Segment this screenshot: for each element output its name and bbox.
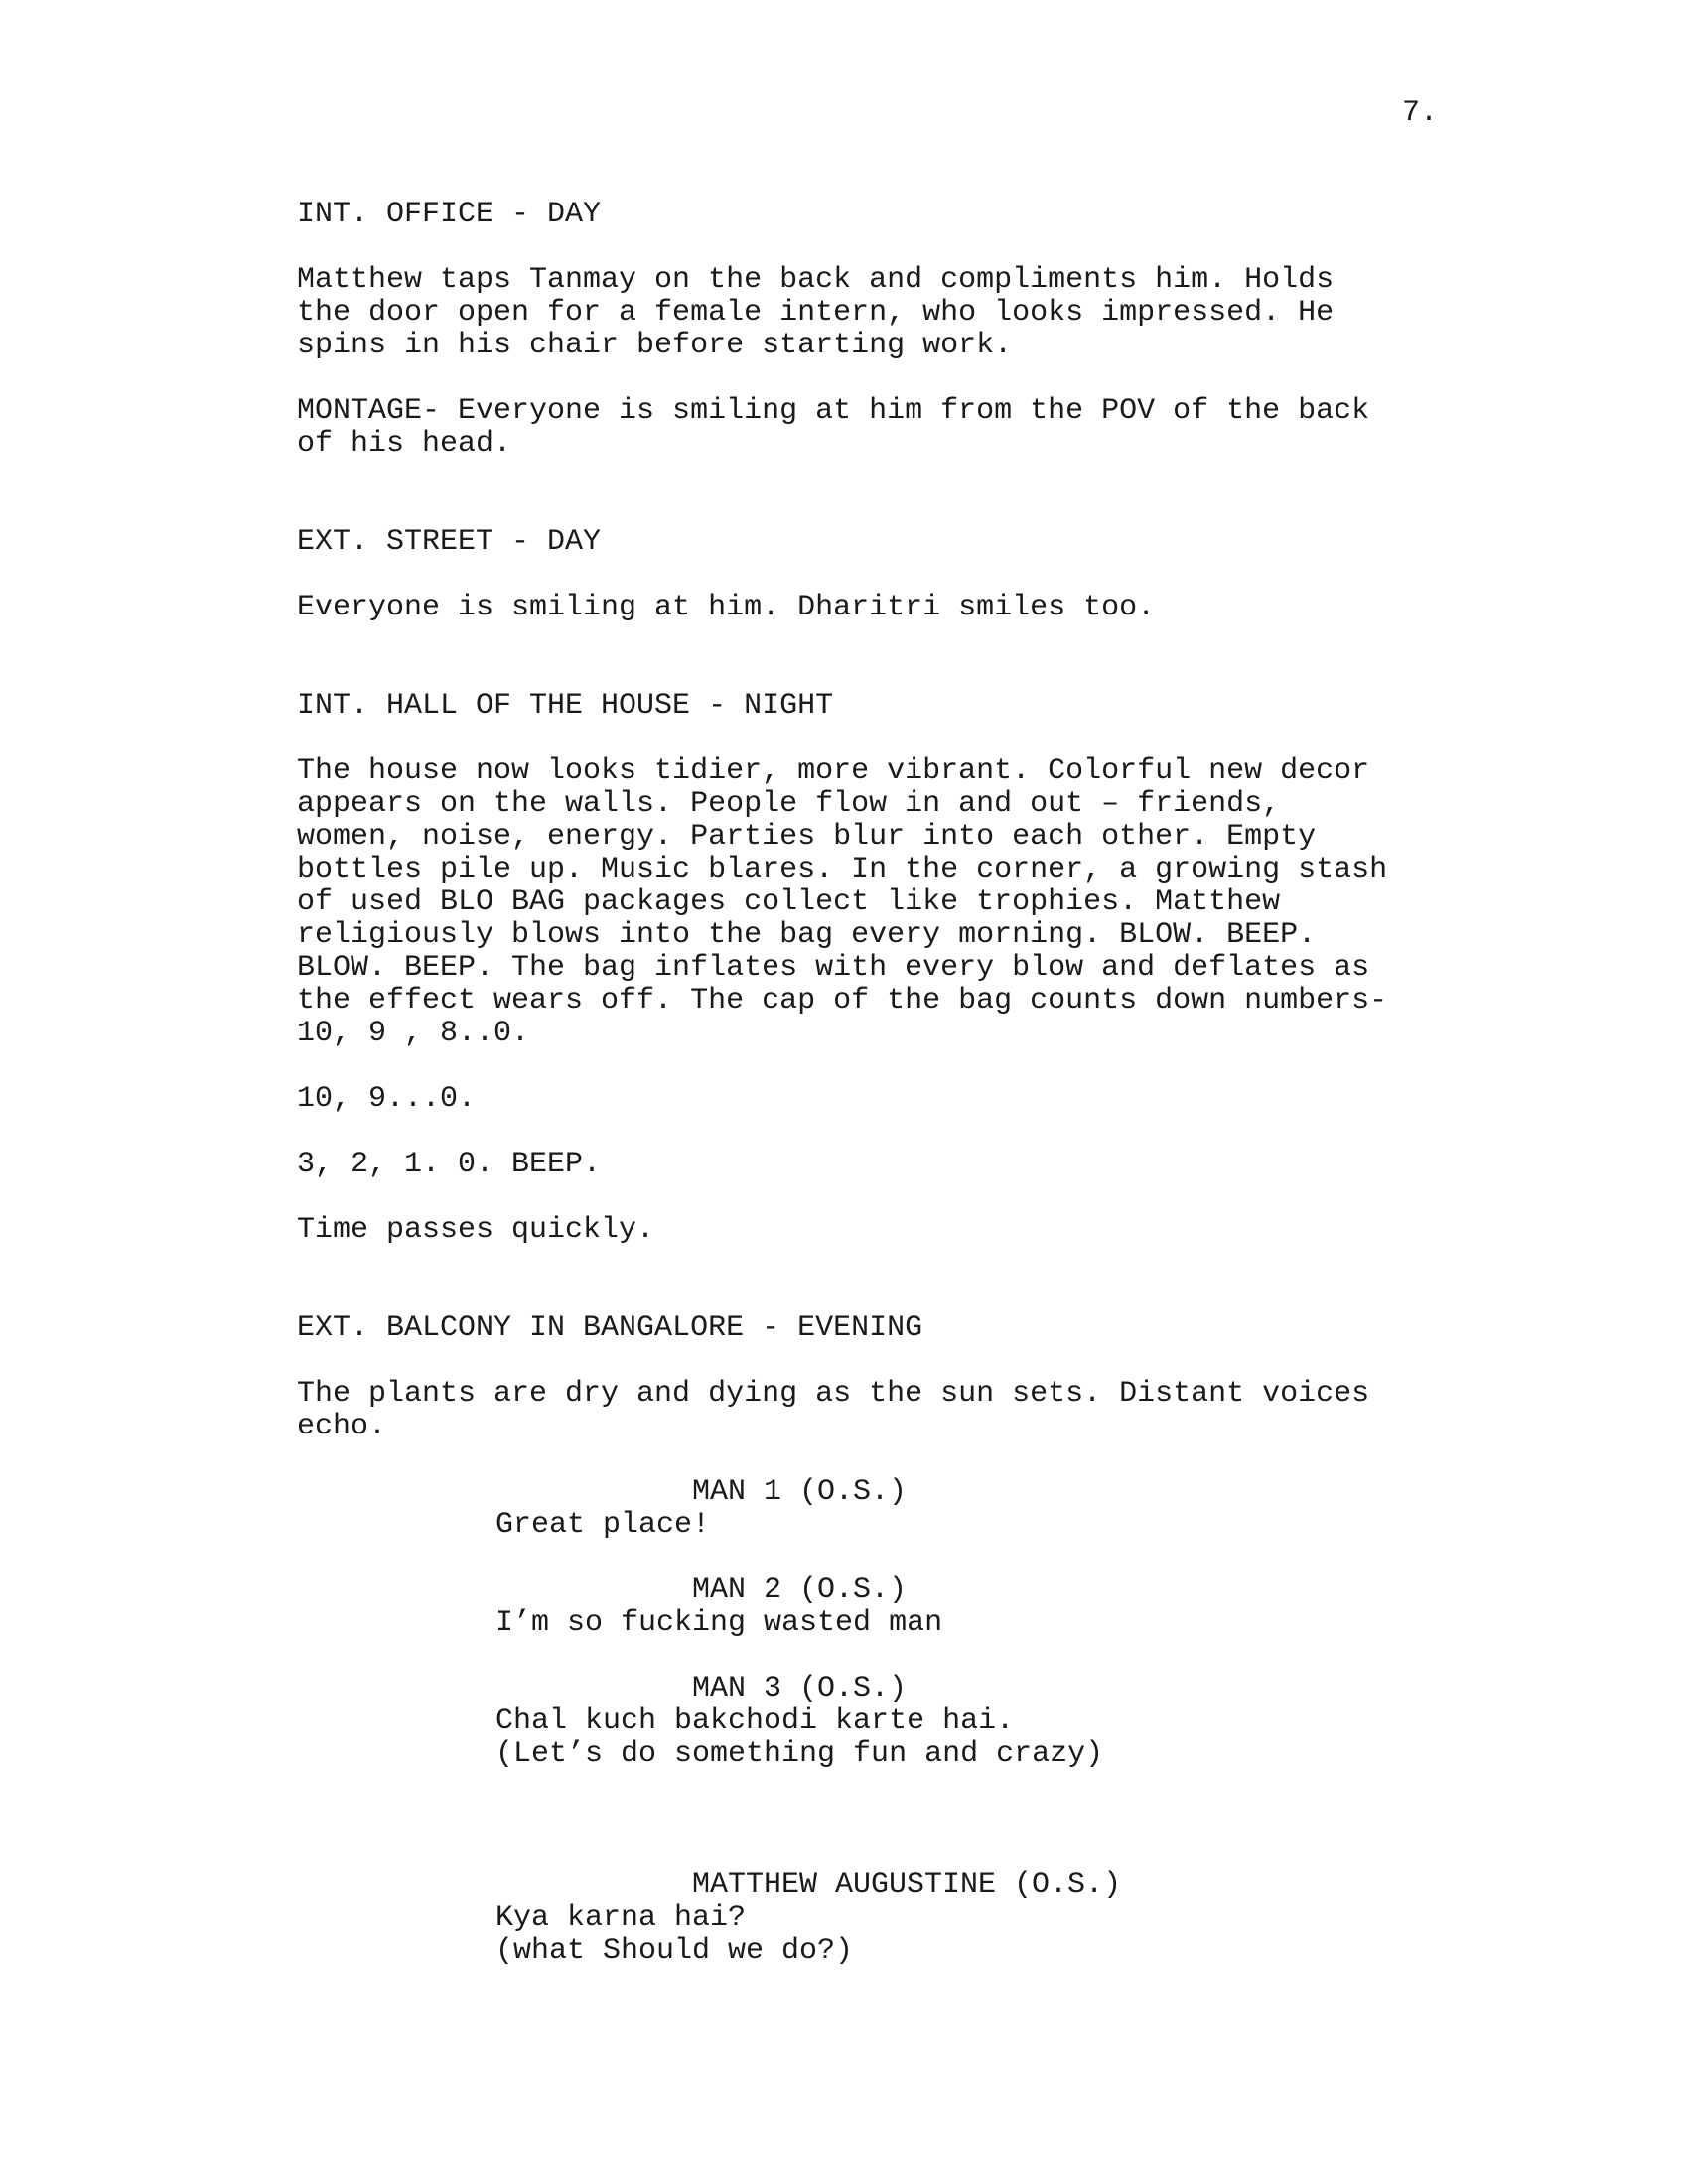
action-office-montage: MONTAGE- Everyone is smiling at him from the POV of the back of his head. xyxy=(297,394,1370,461)
action-hall-1: The house now looks tidier, more vibrant. Colorful new decor appears on the walls. People flow in and out – friends, women, noise, energy. Parties blur into each other. Empty bottles pile up. Music blares. In the corner, a growing stash of used BLO BAG packages collect like trophies. Matthew religiously blows into the bag every morning. BLOW. BEEP. BLOW. BEEP. The bag inflates with every blow and deflates as the effect wears off. The cap of the bag counts down numbers- 10, 9 , 8..0. xyxy=(297,754,1388,1050)
action-hall-3: 3, 2, 1. 0. BEEP. xyxy=(297,1148,602,1181)
dialogue-man-1: Great place! xyxy=(495,1508,711,1542)
action-office-1: Matthew taps Tanmay on the back and compliments him. Holds the door open for a female intern, who looks impressed. He spins in his chair before starting work. xyxy=(297,263,1335,362)
action-balcony-1: The plants are dry and dying as the sun sets. Distant voices echo. xyxy=(297,1377,1370,1443)
scene-heading-street: EXT. STREET - DAY xyxy=(297,525,602,559)
character-cue-man-2: MAN 2 (O.S.) xyxy=(692,1573,908,1607)
dialogue-matthew: Kya karna hai? (what Should we do?) xyxy=(495,1901,854,1968)
character-cue-matthew: MATTHEW AUGUSTINE (O.S.) xyxy=(692,1868,1122,1902)
scene-heading-office: INT. OFFICE - DAY xyxy=(297,198,602,231)
dialogue-man-2: I’m so fucking wasted man xyxy=(495,1606,943,1640)
action-hall-4: Time passes quickly. xyxy=(297,1213,655,1247)
action-street-1: Everyone is smiling at him. Dharitri smiles too. xyxy=(297,591,1156,624)
page-number: 7. xyxy=(1402,96,1439,130)
action-hall-2: 10, 9...0. xyxy=(297,1082,477,1116)
character-cue-man-3: MAN 3 (O.S.) xyxy=(692,1672,908,1706)
scene-heading-balcony: EXT. BALCONY IN BANGALORE - EVENING xyxy=(297,1311,923,1345)
scene-heading-hall: INT. HALL OF THE HOUSE - NIGHT xyxy=(297,689,834,723)
character-cue-man-1: MAN 1 (O.S.) xyxy=(692,1475,908,1509)
dialogue-man-3: Chal kuch bakchodi karte hai. (Let’s do something fun and crazy) xyxy=(495,1705,1104,1771)
